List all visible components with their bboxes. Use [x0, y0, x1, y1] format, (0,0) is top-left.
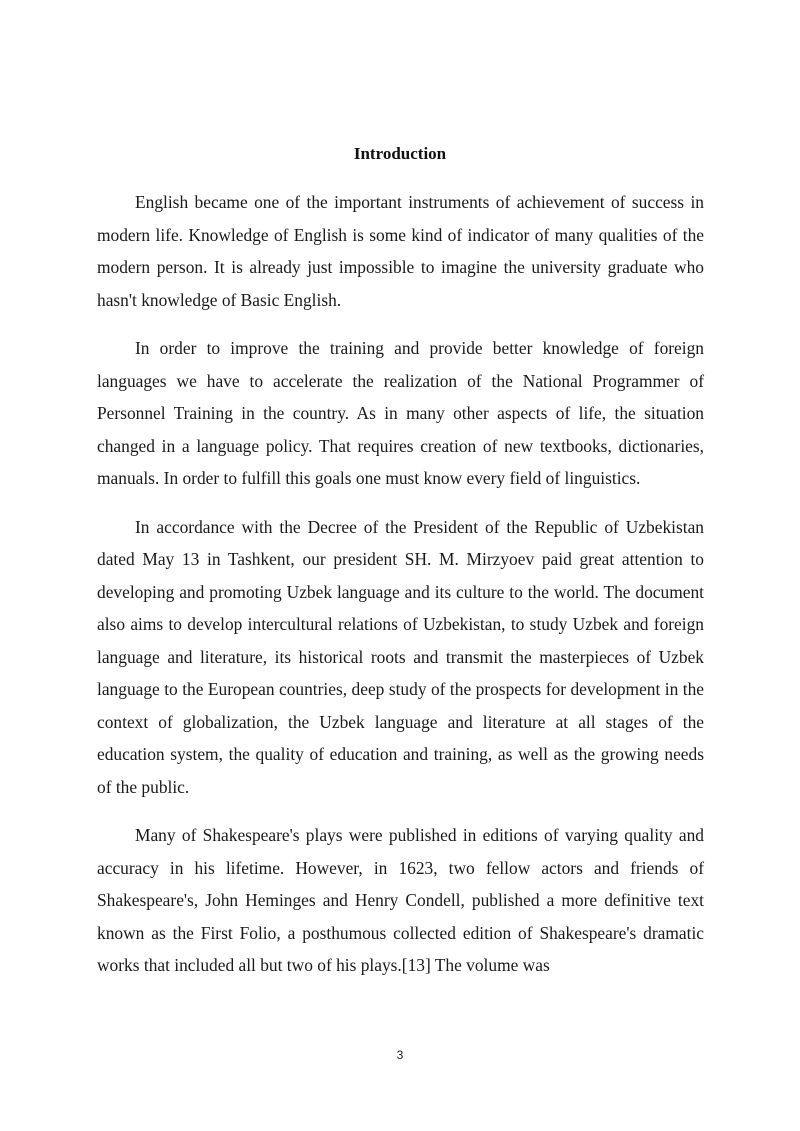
page-number: 3 [396, 1048, 404, 1062]
paragraph-4: Many of Shakespeare's plays were published in editions of varying quality and accuracy in his lifetime. However, in 1623, two fellow actors and friends of Shakespeare's, John Heminges and Henry Condell, published a more definitive text known as the First Folio, a posthumous collected edition of Shakespeare's dramatic works that included all but two of his plays.[13] The volume was [97, 825, 704, 975]
paragraph-2: In order to improve the training and provide better knowledge of foreign languages we have to accelerate the realization of the National Programmer of Personnel Training in the country. As in many other aspects of life, the situation changed in a language policy. That requires creation of new textbooks, dictionaries, manuals. In order to fulfill this goals one must know every field of linguistics. [97, 338, 704, 488]
page-title: Introduction [353, 144, 447, 163]
paragraph-1: English became one of the important instruments of achievement of success in modern life. Knowledge of English is some kind of indicator of many qualities of the modern person. It is already just impossible to imagine the university graduate who hasn't knowledge of Basic English. [97, 192, 704, 310]
paragraph-3: In accordance with the Decree of the President of the Republic of Uzbekistan dated May 13 in Tashkent, our president SH. M. Mirzyoev paid great attention to developing and promoting Uzbek language and its culture to the world. The document also aims to develop intercultural relations of Uzbekistan, to study Uzbek and foreign language and literature, its historical roots and transmit the masterpieces of Uzbek language to the European countries, deep study of the prospects for development in the context of globalization, the Uzbek language and literature at all stages of the education system, the quality of education and training, as well as the growing needs of the public. [97, 516, 704, 797]
body-text [97, 186, 704, 998]
